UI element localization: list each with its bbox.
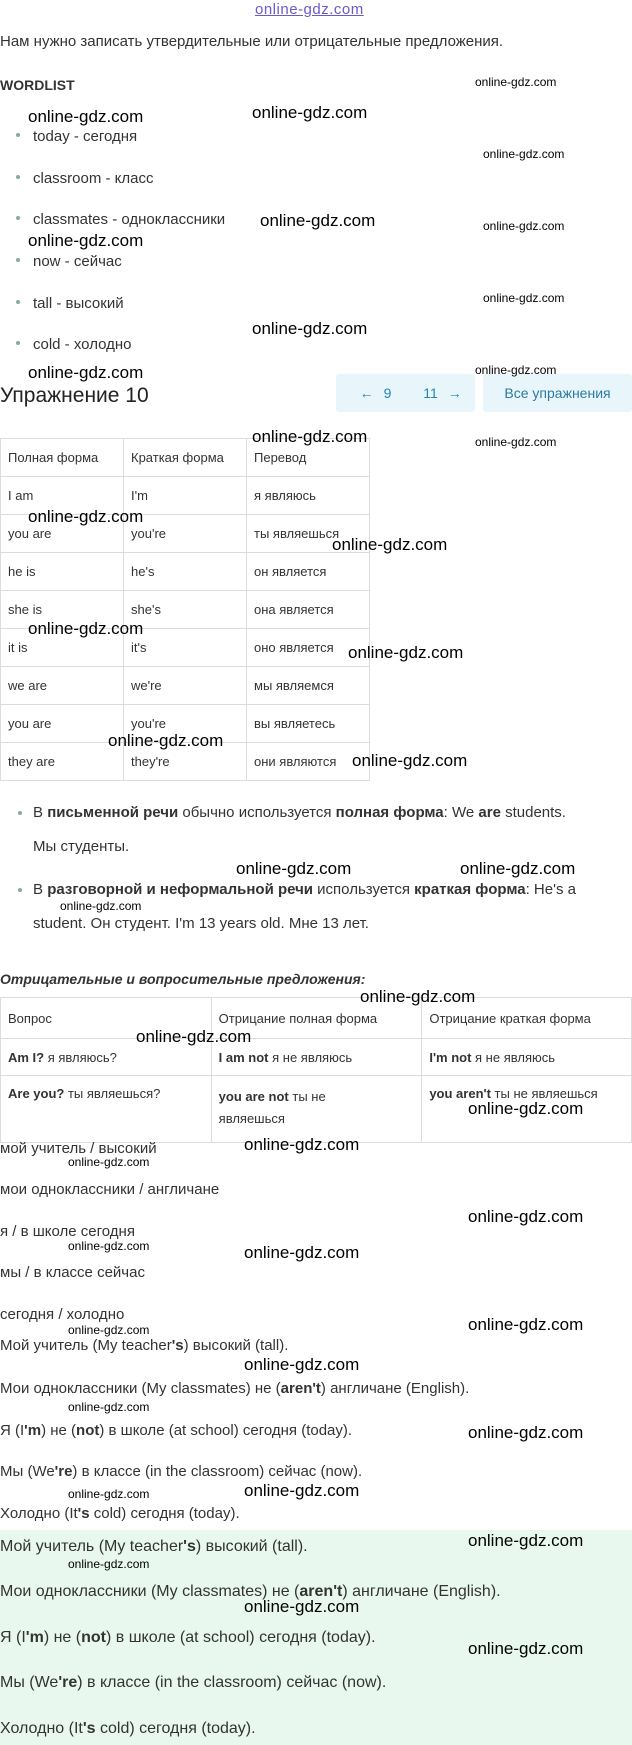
bullet-icon	[18, 888, 22, 892]
watermark: online-gdz.com	[468, 1639, 584, 1658]
bullet-icon	[16, 175, 20, 179]
table-cell: it is	[1, 629, 124, 667]
table-cell: ты являешься	[247, 515, 370, 553]
exercise-title: Упражнение 10	[0, 384, 149, 407]
table-cell: он является	[247, 553, 370, 591]
table-cell: Are you? ты являешься?	[1, 1076, 212, 1143]
watermark: online-gdz.com	[244, 1243, 360, 1262]
watermark: online-gdz.com	[475, 435, 557, 449]
negation-table	[0, 997, 632, 1143]
table-cell: я являюсь	[247, 477, 370, 515]
watermark: online-gdz.com	[108, 731, 224, 750]
watermark: online-gdz.com	[68, 1557, 150, 1571]
table-cell: you are not ты не являешься	[211, 1076, 422, 1143]
answer-line: Мы (We're) в классе (in the classroom) сейчас (now).	[0, 1463, 363, 1480]
watermark: online-gdz.com	[252, 427, 368, 446]
prev-exercise-button[interactable]	[336, 374, 415, 412]
table-cell: I'm	[124, 477, 247, 515]
answer-line-highlight: Я (I'm) не (not) в школе (at school) сегодня (today).	[0, 1629, 376, 1646]
table-cell: you aren't ты не являешься	[422, 1076, 632, 1143]
prompt-line: мои одноклассники / англичане	[0, 1181, 220, 1198]
watermark: online-gdz.com	[236, 859, 352, 878]
table-header: Отрицание краткая форма	[422, 998, 632, 1039]
table-cell: you are	[1, 515, 124, 553]
watermark: online-gdz.com	[332, 535, 448, 554]
table-cell: они являются	[247, 743, 370, 781]
watermark: online-gdz.com	[475, 75, 557, 89]
watermark: online-gdz.com	[68, 1155, 150, 1169]
watermark: online-gdz.com	[475, 363, 557, 377]
prompt-line: мы / в классе сейчас	[0, 1264, 145, 1281]
watermark: online-gdz.com	[352, 751, 468, 770]
table-cell: она является	[247, 591, 370, 629]
wordlist-item: cold - холодно	[16, 336, 132, 353]
table-cell: he is	[1, 553, 124, 591]
table-cell: she's	[124, 591, 247, 629]
table-header-row	[1, 998, 632, 1039]
table-cell: we're	[124, 667, 247, 705]
table-cell: she is	[1, 591, 124, 629]
wordlist-item: tall - высокий	[16, 295, 124, 312]
table-cell: I am not я не являюсь	[211, 1039, 422, 1076]
answer-line-highlight: Мой учитель (My teacher's) высокий (tall).	[0, 1538, 308, 1555]
watermark: online-gdz.com	[348, 643, 464, 662]
watermark: online-gdz.com	[468, 1531, 584, 1550]
table-header: Полная форма	[1, 439, 124, 477]
answer-line-highlight: Мы (We're) в классе (in the classroom) сейчас (now).	[0, 1674, 387, 1691]
watermark: online-gdz.com	[252, 103, 368, 122]
intro-text: Нам нужно записать утвердительные или отрицательные предложения.	[0, 33, 504, 50]
wordlist-title: WORDLIST	[0, 77, 75, 93]
forms-table	[0, 438, 370, 781]
watermark: online-gdz.com	[68, 1323, 150, 1337]
wordlist-item: classmates - одноклассники	[16, 211, 225, 228]
table-cell: you're	[124, 705, 247, 743]
watermark: online-gdz.com	[68, 1487, 150, 1501]
watermark: online-gdz.com	[28, 107, 144, 126]
table-cell: they are	[1, 743, 124, 781]
arrow-left-icon: ←	[359, 385, 374, 401]
answer-line: Холодно (It's cold) сегодня (today).	[0, 1505, 240, 1522]
table-row	[1, 1039, 632, 1076]
table-cell: we are	[1, 667, 124, 705]
bullet-icon	[16, 133, 20, 137]
site-logo[interactable]: online-gdz.com	[255, 1, 364, 18]
watermark: online-gdz.com	[468, 1099, 584, 1118]
watermark: online-gdz.com	[28, 507, 144, 526]
next-exercise-button[interactable]	[410, 374, 475, 412]
table-row	[1, 553, 370, 591]
answer-line: Мой учитель (My teacher's) высокий (tall).	[0, 1337, 289, 1354]
watermark: online-gdz.com	[360, 987, 476, 1006]
watermark: online-gdz.com	[483, 219, 565, 233]
table-cell: they're	[124, 743, 247, 781]
table-header: Перевод	[247, 439, 370, 477]
table-cell: Am I? я являюсь?	[1, 1039, 212, 1076]
table-header: Отрицание полная форма	[211, 998, 422, 1039]
answer-line: Я (I'm) не (not) в школе (at school) сегодня (today).	[0, 1422, 353, 1439]
table-cell: you are	[1, 705, 124, 743]
arrow-right-icon: →	[447, 385, 462, 401]
watermark: online-gdz.com	[244, 1481, 360, 1500]
table-cell: I am	[1, 477, 124, 515]
watermark: online-gdz.com	[136, 1027, 252, 1046]
table-header: Краткая форма	[124, 439, 247, 477]
watermark: online-gdz.com	[468, 1207, 584, 1226]
watermark: online-gdz.com	[244, 1597, 360, 1616]
table-cell: you're	[124, 515, 247, 553]
table-row	[1, 667, 370, 705]
note-line: Мы студенты.	[33, 838, 130, 855]
bullet-icon	[16, 341, 20, 345]
watermark: online-gdz.com	[483, 291, 565, 305]
watermark: online-gdz.com	[468, 1423, 584, 1442]
watermark: online-gdz.com	[468, 1315, 584, 1334]
watermark: online-gdz.com	[252, 319, 368, 338]
bullet-icon	[18, 811, 22, 815]
wordlist-item: today - сегодня	[16, 128, 137, 145]
watermark: online-gdz.com	[68, 1400, 150, 1414]
watermark: online-gdz.com	[260, 211, 376, 230]
watermark: online-gdz.com	[244, 1355, 360, 1374]
table-cell: it's	[124, 629, 247, 667]
section-title: Отрицательные и вопросительные предложения:	[0, 971, 366, 987]
prev-exercise-label: 9	[383, 385, 392, 401]
prompt-line: мой учитель / высокий	[0, 1140, 157, 1157]
watermark: online-gdz.com	[28, 619, 144, 638]
bullet-icon	[16, 300, 20, 304]
bullet-icon	[16, 216, 20, 220]
all-exercises-button[interactable]: Все упражнения	[483, 374, 632, 412]
wordlist-item: now - сейчас	[16, 253, 122, 270]
table-cell: I'm not я не являюсь	[422, 1039, 632, 1076]
note-line: student. Он студент. I'm 13 years old. Мне 13 лет.	[33, 915, 369, 932]
prompt-line: я / в школе сегодня	[0, 1223, 135, 1240]
watermark: online-gdz.com	[28, 363, 144, 382]
wordlist-item: classroom - класс	[16, 170, 154, 187]
next-exercise-label: 11	[423, 385, 438, 401]
watermark: online-gdz.com	[483, 147, 565, 161]
note-line: В разговорной и неформальной речи используется краткая форма: He's a	[33, 881, 576, 898]
table-cell: he's	[124, 553, 247, 591]
watermark: online-gdz.com	[68, 1239, 150, 1253]
note-line: В письменной речи обычно используется полная форма: We are students.	[33, 804, 566, 821]
watermark: online-gdz.com	[460, 859, 576, 878]
watermark: online-gdz.com	[60, 899, 142, 913]
prompt-line: сегодня / холодно	[0, 1306, 125, 1323]
watermark: online-gdz.com	[28, 231, 144, 250]
answer-line-highlight: Мои одноклассники (My classmates) не (aren't) англичане (English).	[0, 1583, 501, 1600]
table-cell: мы являемся	[247, 667, 370, 705]
note-written-speech	[18, 796, 618, 864]
answer-line: Мои одноклассники (My classmates) не (aren't) англичане (English).	[0, 1380, 470, 1397]
table-header: Вопрос	[1, 998, 212, 1039]
bullet-icon	[16, 258, 20, 262]
table-cell: вы являетесь	[247, 705, 370, 743]
answer-line-highlight: Холодно (It's cold) сегодня (today).	[0, 1720, 256, 1737]
table-cell: оно является	[247, 629, 370, 667]
watermark: online-gdz.com	[244, 1135, 360, 1154]
